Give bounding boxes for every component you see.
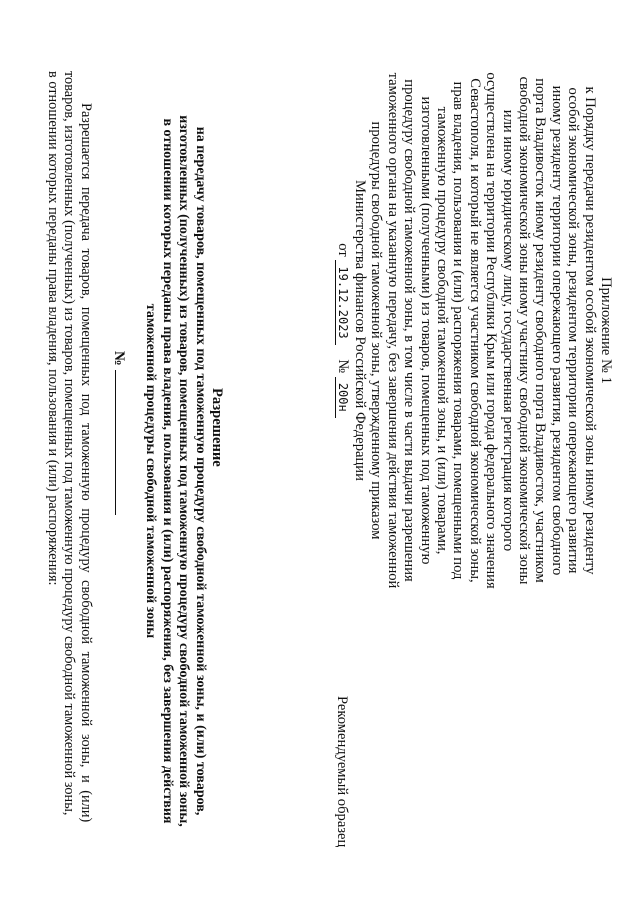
permit-subtitle (142, 76, 208, 866)
permit-number-field (110, 351, 128, 515)
appendix-header (335, 58, 614, 603)
appendix-line: порта Владивосток иному резиденту свободного порта Владивосток, участником (532, 78, 549, 583)
appendix-date-line (335, 58, 351, 603)
recommended-form-label: Рекомендуемый образец (334, 696, 350, 848)
body-line: Разрешается передача товаров, помещенных под таможенную процедуру свободной таможенной зоны, и (или) (78, 103, 94, 823)
appendix-line: таможенную процедуру свободной таможенной зоны, и (или) товарами, (433, 106, 450, 555)
appendix-line: или иному юридическому лицу, государственная регистрация которого (499, 109, 516, 552)
appendix-line: процедуры свободной таможенной зоны, утвержденному приказом (368, 121, 385, 540)
appendix-line: свободной экономической зоны иному участнику свободной экономической зоны (515, 76, 532, 585)
appendix-line: осуществлена на территории Республики Крым или города федерального значения (483, 72, 500, 589)
permit-subtitle-line: в отношении которых переданы права владения, пользования и (или) распоряжения, без завершения действия (160, 118, 175, 824)
body-line: товаров, изготовленных (полученных) из товаров, помещенных под таможенную процедуру свободной таможенной зоны, (61, 71, 78, 816)
appendix-line: изготовленными (полученными) из товаров, помещенных под таможенную (417, 96, 434, 565)
permit-title: Разрешение (209, 388, 225, 467)
order-date: 19.12.2023 (336, 260, 351, 344)
body-paragraph (45, 71, 95, 891)
appendix-line: таможенного органа на указанную передачу, без завершения действия таможенной (384, 72, 401, 589)
appendix-line: процедуру свободной таможенной зоны, в том числе в части выдачи разрешения (401, 79, 418, 582)
appendix-line: прав владения, пользования и (или) распоряжения товарами, помещенными под (450, 81, 467, 580)
appendix-line: иному резиденту территории опережающего развития, резидентом свободного (548, 85, 565, 576)
permit-number-blank (115, 370, 128, 515)
permit-subtitle-line: таможенной процедуры свободной таможенной зоны (143, 303, 159, 639)
number-prefix: № (335, 359, 352, 374)
appendix-line: Севастополя, и который не является участником свободной экономической зоны, (466, 78, 483, 583)
permit-subtitle-line: изготовленных (полученных) из товаров, помещенных под таможенную процедуру свободной таможенной зоны, (176, 115, 192, 827)
date-prefix: от (335, 243, 352, 257)
appendix-title: Приложение № 1 (598, 277, 614, 384)
permit-subtitle-line: на передачу товаров, помещенных под таможенную процедуру свободной таможенной зоны, и (или) товаров, (193, 126, 208, 816)
appendix-line: к Порядку передачи резидентом особой экономической зоны иному резиденту (581, 86, 598, 575)
appendix-line: особой экономической зоны, резидентом территории опережающего развития (565, 87, 582, 574)
order-number: 200н (336, 377, 351, 418)
appendix-line: Министерства финансов Российской Федерации (351, 180, 368, 481)
document-page (20, 16, 620, 906)
body-line: в отношении которых переданы права владения, пользования и (или) распоряжения: (45, 71, 61, 586)
permit-number-label: № (111, 351, 127, 366)
